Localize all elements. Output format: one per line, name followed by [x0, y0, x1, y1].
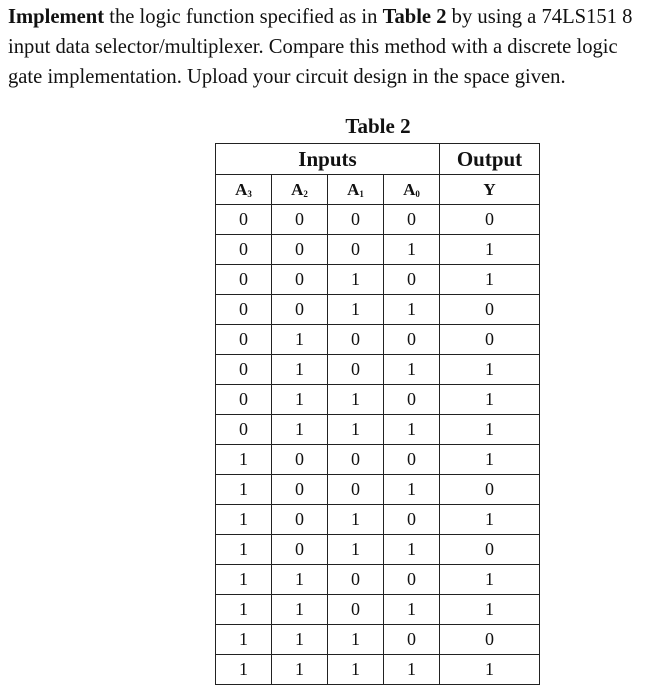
output-cell: 1	[440, 445, 540, 475]
input-cell: 0	[272, 235, 328, 265]
input-cell: 1	[384, 355, 440, 385]
input-cell: 0	[216, 385, 272, 415]
table-row	[216, 565, 540, 595]
input-cell: 1	[328, 625, 384, 655]
output-cell: 1	[440, 415, 540, 445]
input-cell: 1	[384, 535, 440, 565]
input-cell: 1	[272, 355, 328, 385]
table-row	[216, 325, 540, 355]
input-cell: 1	[216, 445, 272, 475]
input-cell: 1	[328, 505, 384, 535]
input-cell: 0	[272, 205, 328, 235]
input-cell: 1	[272, 655, 328, 685]
table-row	[216, 415, 540, 445]
question-bold-implement: Implement	[8, 6, 105, 28]
question-text-part-1: the logic function specified as in	[104, 6, 383, 28]
input-cell: 0	[384, 505, 440, 535]
input-cell: 0	[272, 445, 328, 475]
input-cell: 1	[328, 265, 384, 295]
table-row	[216, 355, 540, 385]
truth-table	[215, 143, 540, 685]
input-cell: 0	[216, 265, 272, 295]
table-row	[216, 445, 540, 475]
input-cell: 0	[328, 565, 384, 595]
input-cell: 0	[216, 325, 272, 355]
table-row	[216, 535, 540, 565]
input-cell: 1	[272, 325, 328, 355]
column-header-a3: $A_3$	[216, 175, 272, 205]
output-cell: 1	[440, 385, 540, 415]
input-cell: 0	[328, 325, 384, 355]
output-cell: 1	[440, 265, 540, 295]
output-cell: 0	[440, 535, 540, 565]
input-cell: 1	[216, 535, 272, 565]
table-caption: Table 2	[345, 114, 411, 138]
output-cell: 1	[440, 655, 540, 685]
input-cell: 1	[216, 565, 272, 595]
input-cell: 0	[328, 205, 384, 235]
input-cell: 0	[216, 235, 272, 265]
input-cell: 1	[272, 595, 328, 625]
input-cell: 0	[272, 505, 328, 535]
input-cell: 0	[384, 385, 440, 415]
input-cell: 0	[272, 295, 328, 325]
input-cell: 0	[216, 355, 272, 385]
table-row	[216, 205, 540, 235]
inputs-header: Inputs	[216, 144, 440, 175]
input-cell: 0	[328, 355, 384, 385]
input-cell: 0	[328, 475, 384, 505]
input-cell: 0	[384, 445, 440, 475]
table-row	[216, 625, 540, 655]
input-cell: 1	[216, 625, 272, 655]
column-header-y: Y	[440, 175, 540, 205]
input-cell: 0	[216, 295, 272, 325]
input-cell: 1	[328, 385, 384, 415]
output-cell: 0	[440, 295, 540, 325]
input-cell: 1	[272, 385, 328, 415]
output-header: Output	[440, 144, 540, 175]
output-cell: 0	[440, 325, 540, 355]
input-cell: 1	[328, 535, 384, 565]
input-cell: 1	[328, 655, 384, 685]
input-cell: 0	[272, 535, 328, 565]
input-cell: 1	[216, 505, 272, 535]
input-cell: 0	[384, 565, 440, 595]
input-cell: 0	[216, 205, 272, 235]
output-cell: 1	[440, 565, 540, 595]
input-cell: 0	[384, 205, 440, 235]
table-row	[216, 295, 540, 325]
question-text-part-2: by using a 74LS151 8 input data selector/multiplexer. Compare this method with a discrete logic gate implementation. Upload your circuit design in the space given.	[8, 6, 633, 88]
input-cell: 1	[384, 295, 440, 325]
input-cell: 0	[384, 625, 440, 655]
input-cell: 0	[272, 475, 328, 505]
input-cell: 1	[384, 235, 440, 265]
table-row	[216, 385, 540, 415]
input-cell: 1	[328, 415, 384, 445]
input-cell: 0	[328, 595, 384, 625]
question-bold-table-ref: Table 2	[382, 6, 447, 28]
output-cell: 1	[440, 505, 540, 535]
question-text	[8, 2, 653, 92]
input-cell: 0	[328, 235, 384, 265]
input-cell: 1	[384, 655, 440, 685]
input-cell: 1	[384, 595, 440, 625]
output-cell: 1	[440, 595, 540, 625]
input-cell: 0	[272, 265, 328, 295]
input-cell: 1	[216, 595, 272, 625]
output-cell: 0	[440, 625, 540, 655]
output-cell: 1	[440, 235, 540, 265]
input-cell: 0	[216, 415, 272, 445]
table-row	[216, 235, 540, 265]
table-row	[216, 505, 540, 535]
table-row	[216, 595, 540, 625]
input-cell: 1	[272, 625, 328, 655]
input-cell: 1	[272, 565, 328, 595]
column-header-a0: $A_0$	[384, 175, 440, 205]
input-cell: 1	[328, 295, 384, 325]
input-cell: 1	[384, 475, 440, 505]
input-cell: 1	[216, 655, 272, 685]
input-cell: 0	[328, 445, 384, 475]
input-cell: 0	[384, 265, 440, 295]
input-cell: 1	[272, 415, 328, 445]
output-cell: 0	[440, 205, 540, 235]
output-cell: 0	[440, 475, 540, 505]
table-row	[216, 475, 540, 505]
table-row	[216, 655, 540, 685]
truth-table-body	[216, 205, 540, 685]
input-cell: 1	[384, 415, 440, 445]
input-cell: 1	[216, 475, 272, 505]
output-cell: 1	[440, 355, 540, 385]
input-cell: 0	[384, 325, 440, 355]
table-row	[216, 265, 540, 295]
column-header-a1: $A_1$	[328, 175, 384, 205]
column-header-a2: $A_2$	[272, 175, 328, 205]
